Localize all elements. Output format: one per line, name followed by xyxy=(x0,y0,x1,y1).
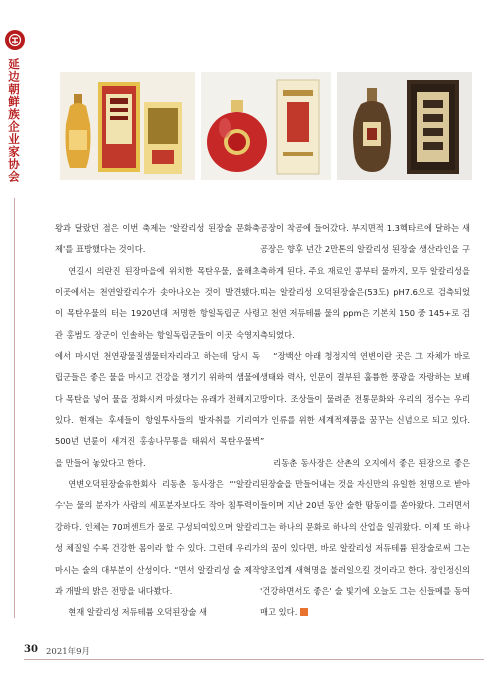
article-paragraph-text: 리동춘 동사장은 산촌의 오지에서 좋은 된장으로 좋은 된장술을 만들어내는 것을 자신만의 유일한 천명으로 받아들이며 지난 20년 동안 술한 땀동이를 쏟아왔다. 그러면서 그는 하나의 문화로 하나의 산업을 일궈왔다. 이제 또 하나의 꿈이 있다면, 바로 알칼리성 저듀테륨 된장술로써 그는 양조업계 새혁명을 불러일으킬 것이라고 한다. 장인정신의 '건강하면서도 좋은' 술 빛기에 오늘도 그는 신들메를 동여매고 있다. xyxy=(260,457,470,618)
article-paragraph: 연길시 의란진 된장마을에 위치한 목탄우물, 올해초 이곳에서는 천연알칼리수가 솟아나오는 것이 발견됐다. 이 목탄우물의 터는 1920년대 저명한 항일독립군 사령관 홍범도 장군이 인솔하는 항일독립군들이 이곳 숙영지에서 마시던 천연광물질샘물터자리라고 하는데 당시 독립군들은 좋은 물을 마시고 건강을 챙기기 위하여 샘물에다 목탄을 넣어 물을 정화시켜 마셨다는 유래가 전해지고 있다. 현재는 후세들이 항일투사들의 발자취를 기리여 500년 년륜이 새겨진 홍송나무통을 태워서 목탄우물벽을 만들어 놓았다고 한다. xyxy=(55,265,260,468)
sidebar-title: 延边朝鲜族企业家协会 xyxy=(7,58,21,183)
yellow-liquor-bottle-icon xyxy=(60,72,195,180)
article-paragraph: 연변오덕된장술유한회사 리동춘 동사장은 “'알칼리수'는 물의 분자가 사람의 세포분자보다도 작아 침투력이 강하다. 인체는 70퍼센트가 물로 구성되여있으며 알칼리성 체질일 수록 건강한 몸이라 할 수 있다. 그런데 우리가 마시는 술의 대부분이 산성이다. “면서 알칼리성 술 제작과 개발의 밝은 전망을 내다봤다. xyxy=(55,479,260,596)
association-logo-icon xyxy=(5,30,25,50)
ceramic-liquor-bottle-icon xyxy=(337,72,472,180)
article-paragraph: 현재 알칼리성 저듀테륨 오덕된장술 새 xyxy=(68,607,208,618)
article-paragraph: “장백산 아래 청정지역 연변이란 곳은 그 자체가 바로 생태와 력사, 인문이 결부된 훌륭한 풍광을 자랑하는 보배땅이다. 조상들이 물려준 전통문화와 우리의 정수는 우리가 인류를 위한 세계적제품을 꿈꾸는 신념으로 되고 있다. ” xyxy=(260,351,470,447)
product-photos xyxy=(60,72,472,180)
article-left-column xyxy=(55,218,260,624)
article-paragraph: 공장이 착공에 들어갔다. 부지면적 1.3헥타르에 달하는 새공장은 향후 년간 2만톤의 알칼리성 된장술 생산라인을 구축하게 된다. 주요 재료인 콩부터 물까지, 모두 알칼리성을 띠는 알칼리성 오덕된장술은(53도) pH7.6으로 검측되었고 천연 저듀테륨 물의 ppm은 기본치 150 중 145+로 검측되였다. xyxy=(260,223,470,340)
page-number: 30 xyxy=(24,644,38,655)
red-liquor-bottle-icon xyxy=(201,72,331,180)
page-footer xyxy=(24,642,474,660)
article-paragraph: 왕과 달랐던 점은 이번 축제는 '알칼리성 된장술 문화축제'를 표방했다는 것이다. xyxy=(55,223,260,255)
sidebar-divider xyxy=(14,198,15,618)
article-paragraph xyxy=(260,453,470,624)
sidebar xyxy=(0,0,30,679)
article-right-column xyxy=(260,218,470,624)
end-mark-icon xyxy=(300,608,308,616)
issue-date: 2021年9月 xyxy=(46,647,91,657)
footer-divider xyxy=(24,659,484,660)
